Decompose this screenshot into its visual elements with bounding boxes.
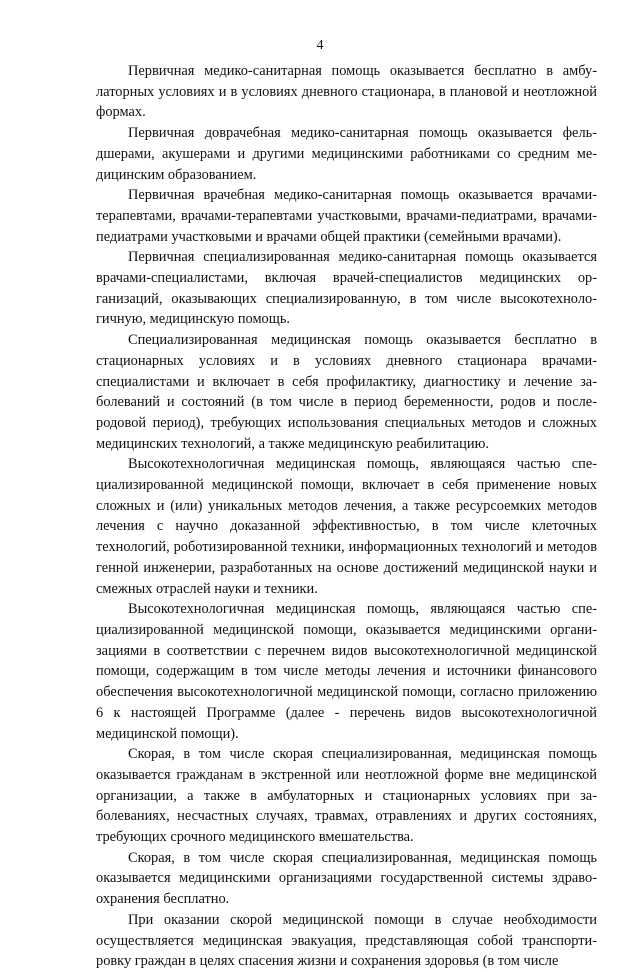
paragraph-primary-specialized-care: Первичная специализированная медико-санитарная помощь оказывается врачами-специалистами, включая врачей-специалистов медицинских организаций, оказывающих специализированную, в том числе высокотехнологичную, медицинскую помощь. bbox=[96, 249, 597, 328]
paragraph-primary-physician-care: Первичная врачебная медико-санитарная помощь оказывается врачами-терапевтами, врачами-терапевтами участковыми, врачами-педиатрами, врачами-педиатрами участковыми и врачами общей практики (семейными врачами). bbox=[96, 187, 597, 245]
paragraph-high-tech-care-definition: Высокотехнологичная медицинская помощь, являющаяся частью специализированной медицинской помощи, включает в себя применение новых сложных и (или) уникальных методов лечения, а также ресурсоемких методов лечения с научно доказанной эффективностью, в том числе клеточных технологий, роботизированной техники, информационных технологий и методов генной инженерии, разработанных на основе достижений медицинской науки и смежных отраслей науки и техники. bbox=[96, 456, 597, 597]
paragraph-emergency-care-free: Скорая, в том числе скорая специализированная, медицинская помощь оказывается медицинскими организациями государственной системы здравоохранения бесплатно. bbox=[96, 849, 597, 908]
paragraph-high-tech-care-provision: Высокотехнологичная медицинская помощь, являющаяся частью специализированной медицинской помощи, оказывается медицинскими организациями в соответствии с перечнем видов высокотехнологичной медицинской помощи, содержащим в том числе методы лечения и источники финансового обеспечения высокотехнологичной медицинской помощи, согласно приложению 6 к настоящей Программе (далее - перечень видов высокотехнологичной медицинской помощи). bbox=[96, 601, 597, 742]
page-number: 4 bbox=[316, 38, 324, 53]
document-body bbox=[96, 61, 597, 972]
paragraph-medical-evacuation: При оказании скорой медицинской помощи в случае необходимости осуществляется медицинская эвакуация, представляющая собой транспортировку граждан в целях спасения жизни и сохранения здоровья (в том числе bbox=[96, 911, 597, 970]
paragraph-emergency-care: Скорая, в том числе скорая специализированная, медицинская помощь оказывается гражданам в экстренной или неотложной форме вне медицинской организации, а также в амбулаторных и стационарных условиях при заболеваниях, несчастных случаях, травмах, отравлениях и других состояниях, требующих срочного медицинского вмешательства. bbox=[96, 746, 597, 846]
paragraph-specialized-care: Специализированная медицинская помощь оказывается бесплатно в стационарных условиях и в условиях дневного стационара врачами-специалистами и включает в себя профилактику, диагностику и лечение заболеваний и состояний (в том числе в период беременности, родов и послеродовой период), требующих использования специальных методов и сложных медицинских технологий, а также медицинскую реабилитацию. bbox=[96, 332, 597, 452]
paragraph-primary-care: Первичная медико-санитарная помощь оказывается бесплатно в амбулаторных условиях и в условиях дневного стационара, в плановой и неотложной формах. bbox=[96, 63, 597, 121]
paragraph-primary-pre-physician-care: Первичная доврачебная медико-санитарная помощь оказывается фельдшерами, акушерами и другими медицинскими работниками со средним медицинским образованием. bbox=[96, 125, 597, 183]
